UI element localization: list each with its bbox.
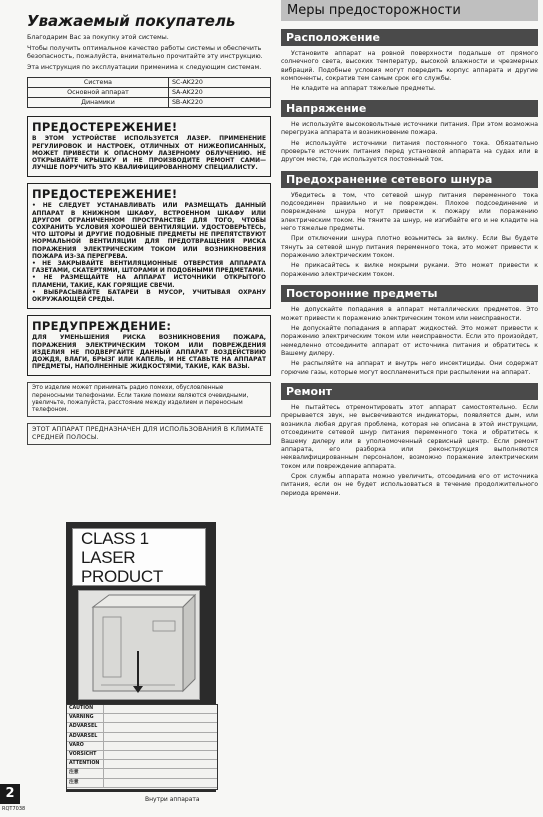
laser-label: [72, 528, 206, 586]
model-label: Динамики: [28, 98, 169, 108]
section-para: Не используйте источники питания постоянного тока. Обязательно проверьте источник питания перед установкой аппарата на судах или в другом месте, где используется постоянный ток.: [281, 139, 538, 164]
note-box-climate: [27, 423, 271, 445]
left-column: [27, 12, 271, 451]
warning-item: • НЕ РАЗМЕЩАЙТЕ НА АППАРАТ ИСТОЧНИКИ ОТКРЫТОГО ПЛАМЕНИ, ТАКИЕ, КАК ГОРЯЩИЕ СВЕЧИ.: [32, 275, 266, 289]
model-label: Система: [28, 78, 169, 88]
section-heading: Посторонние предметы: [281, 285, 538, 302]
caution-lang: VARO: [67, 742, 104, 750]
device-drawing: [79, 591, 199, 699]
section-heading: Ремонт: [281, 383, 538, 400]
laser-product: LASER PRODUCT: [81, 548, 163, 586]
section-para: Не распыляйте на аппарат и внутрь него инсектициды. Они содержат горючие газы, которые могут воспламениться при распылении на аппарат.: [281, 360, 538, 376]
section-heading: Расположение: [281, 29, 538, 46]
section-para: Не прикасайтесь к вилке мокрыми руками. Это может привести к поражению электрическим током.: [281, 262, 538, 278]
model-value: SC-AK220: [168, 78, 270, 88]
warning-title: ПРЕДУПРЕЖДЕНИЕ:: [32, 319, 172, 334]
right-title: Меры предосторожности: [281, 0, 538, 21]
caution-row: [67, 779, 217, 788]
caution-row: [67, 751, 217, 760]
section-para: Срок службы аппарата можно увеличить, отсоединив его от источника питания, если он не будет использоваться в течение продолжительного периода времени.: [281, 472, 538, 497]
intro-para-3: Эта инструкция по эксплуатации применима к следующим системам.: [27, 63, 262, 71]
page-number: 2: [0, 784, 20, 804]
section-para: Не пытайтесь отремонтировать этот аппарат самостоятельно. Если прерывается звук, не высвечиваются индикаторы, появляется дым, или возникла любая другая проблема, которая не описана в этой инструкции, отсоедините сетевой шнур питания переменного тока и обратитесь к Вашему дилеру или в уполномоченный сервисный центр. Если ремонт аппарата, его разборка или реконструкция выполняются неквалифицированным персоналом, возможно поражение электрическим током или повреждение аппарата.: [281, 404, 538, 470]
note-text: Это изделие может принимать радио помехи, обусловленные переносными телефонами. Если такие помехи являются очевидными, увеличьте, пожалуйста, расстояние между изделием и переносным телефоном.: [32, 385, 249, 414]
caution-lang: ADVARSEL: [67, 733, 104, 741]
caution-lang: VARNING: [67, 714, 104, 722]
section-para: Установите аппарат на ровной поверхности подальше от прямого солнечного света, высоких температур, высокой влажности и чрезмерных вибраций. Подобные условия могут повредить корпус аппарата и другие компоненты, сократив тем самым срок его службы.: [281, 50, 538, 83]
warning-box-laser: [27, 116, 271, 177]
section-heading: Напряжение: [281, 100, 538, 117]
note-text: ЭТОТ АППАРАТ ПРЕДНАЗНАЧЕН ДЛЯ ИСПОЛЬЗОВАНИЯ В КЛИМАТЕ СРЕДНЕЙ ПОЛОСЫ.: [32, 426, 264, 442]
warning-box-moisture: [27, 315, 271, 376]
caution-row: [67, 723, 217, 732]
left-title: Уважаемый покупатель: [27, 12, 236, 30]
warning-text: В ЭТОМ УСТРОЙСТВЕ ИСПОЛЬЗУЕТСЯ ЛАЗЕР. ПРИМЕНЕНИЕ РЕГУЛИРОВОК И НАСТРОЕК, ОТЛИЧНЫХ ОТ НИЖЕОПИСАННЫХ, МОЖЕТ ПРИВЕСТИ К ОПАСНОМУ ЛАЗЕРНОМУ ОБЛУЧЕНИЮ. НЕ ОТКРЫВАЙТЕ КРЫШКУ И НЕ ПРОИЗВОДИТЕ РЕМОНТ САМИ—ЛУЧШЕ ПОРУЧИТЬ ЭТО КВАЛИФИЦИРОВАННОМУ СПЕЦИАЛИСТУ.: [32, 136, 266, 172]
intro-para-2: Чтобы получить оптимальное качество работы системы и обеспечить безопасность, пожалуйста, внимательно прочитайте эту инструкцию.: [27, 44, 263, 60]
section-para: Убедитесь в том, что сетевой шнур питания переменного тока подсоединен правильно и не поврежден. Плохое подсоединение и повреждение шнура могут привести к пожару или поражению электрическим током. Не тяните за шнур, не изгибайте его и не кладите на него тяжелые предметы.: [281, 191, 538, 233]
caution-lang: 注意: [67, 769, 104, 777]
section-para: Не кладите на аппарат тяжелые предметы.: [291, 85, 436, 93]
warning-title: ПРЕДОСТЕРЕЖЕНИЕ!: [32, 187, 178, 202]
note-box-phone: [27, 382, 271, 417]
model-value: SA-AK220: [168, 88, 270, 98]
table-row: [28, 88, 271, 98]
right-column: [281, 0, 538, 500]
page-code: RQT7038: [2, 806, 26, 812]
warning-item: • НЕ СЛЕДУЕТ УСТАНАВЛИВАТЬ ИЛИ РАЗМЕЩАТЬ ДАННЫЙ АППАРАТ В КНИЖНОМ ШКАФУ, ВСТРОЕННОМ ШКАФУ ИЛИ ДРУГОМ ОГРАНИЧЕННОМ ПРОСТРАНСТВЕ ДЛЯ ТОГО, ЧТОБЫ СОХРАНИТЬ УСЛОВИЯ ХОРОШЕЙ ВЕНТИЛЯЦИИ. УДОСТОВЕРЬТЕСЬ, ЧТО ШТОРЫ И ДРУГИЕ ПОДОБНЫЕ ПРЕДМЕТЫ НЕ ПРЕПЯТСТВУЮТ НОРМАЛЬНОЙ ВЕНТИЛЯЦИИ ДЛЯ ПРЕДОТВРАЩЕНИЯ РИСКА ПОРАЖЕНИЯ ЭЛЕКТРИЧЕСКИМ ТОКОМ ИЛИ ВОЗНИКНОВЕНИЯ ПОЖАРА ИЗ-ЗА ПЕРЕГРЕВА.: [32, 203, 266, 260]
warning-title: ПРЕДОСТЕРЕЖЕНИЕ!: [32, 120, 178, 135]
caution-row: [67, 705, 217, 714]
table-row: [28, 78, 271, 88]
warning-box-ventilation: [27, 183, 271, 309]
caution-lang: VORSICHT: [67, 751, 104, 759]
caution-row: [67, 760, 217, 769]
caution-row: [67, 742, 217, 751]
warning-item: • НЕ ЗАКРЫВАЙТЕ ВЕНТИЛЯЦИОННЫЕ ОТВЕРСТИЯ АППАРАТА ГАЗЕТАМИ, СКАТЕРТЯМИ, ШТОРАМИ И ПОДОБНЫМИ ПРЕДМЕТАМИ.: [32, 261, 266, 275]
caution-label: [66, 704, 218, 790]
section-para: При отключении шнура плотно возьмитесь за вилку. Если Вы будете тянуть за сетевой шнур питания переменного тока, это может привести к поражению электрическим током.: [281, 235, 538, 260]
section-para: Не допускайте попадания в аппарат металлических предметов. Это может привести к поражению электрическим током или неисправности.: [281, 306, 538, 322]
model-label: Основной аппарат: [28, 88, 169, 98]
caution-row: [67, 714, 217, 723]
arrow-icon: [137, 651, 139, 691]
model-value: SB-AK220: [168, 98, 270, 108]
section-heading: Предохранение сетевого шнура: [281, 171, 538, 188]
intro: [27, 34, 271, 71]
section-para: Не используйте высоковольтные источники питания. При этом возможна перегрузка аппарата и возникновение пожара.: [281, 120, 538, 137]
caution-lang: 注意: [67, 779, 104, 787]
warning-item: • ВЫБРАСЫВАЙТЕ БАТАРЕИ В МУСОР, УЧИТЫВАЯ ОХРАНУ ОКРУЖАЮЩЕЙ СРЕДЫ.: [32, 289, 266, 304]
caution-row: [67, 733, 217, 742]
intro-para-1: Благодарим Вас за покупку этой системы.: [27, 34, 169, 41]
caution-lang: ADVARSEL: [67, 723, 104, 731]
device-illustration: [78, 590, 200, 700]
section-para: Не допускайте попадания в аппарат жидкостей. Это может привести к поражению электрическим током или неисправности. Если это произойдет, немедленно отсоедините аппарат от источника питания и обратитесь к Вашему дилеру.: [281, 324, 538, 357]
models-table: [27, 77, 271, 108]
table-row: [28, 98, 271, 108]
caution-lang: ATTENTION: [67, 760, 104, 768]
warning-text: ДЛЯ УМЕНЬШЕНИЯ РИСКА ВОЗНИКНОВЕНИЯ ПОЖАРА, ПОРАЖЕНИЯ ЭЛЕКТРИЧЕСКИМ ТОКОМ ИЛИ ПОВРЕЖДЕНИЯ ИЗДЕЛИЯ НЕ ПОДВЕРГАЙТЕ ДАННЫЙ АППАРАТ ВОЗДЕЙСТВИЮ ДОЖДЯ, ВЛАГИ, БРЫЗГ ИЛИ КАПЕЛЬ, И НЕ СТАВЬТЕ НА АППАРАТ ПРЕДМЕТЫ, НАПОЛНЕННЫЕ ЖИДКОСТЯМИ, ТАКИЕ, КАК ВАЗЫ.: [32, 335, 266, 371]
warning-list: [32, 203, 266, 304]
caution-row: [67, 769, 217, 778]
caution-lang: CAUTION: [67, 705, 104, 713]
inside-caption: Внутри аппарата: [145, 796, 200, 803]
laser-class: CLASS 1: [81, 529, 149, 548]
